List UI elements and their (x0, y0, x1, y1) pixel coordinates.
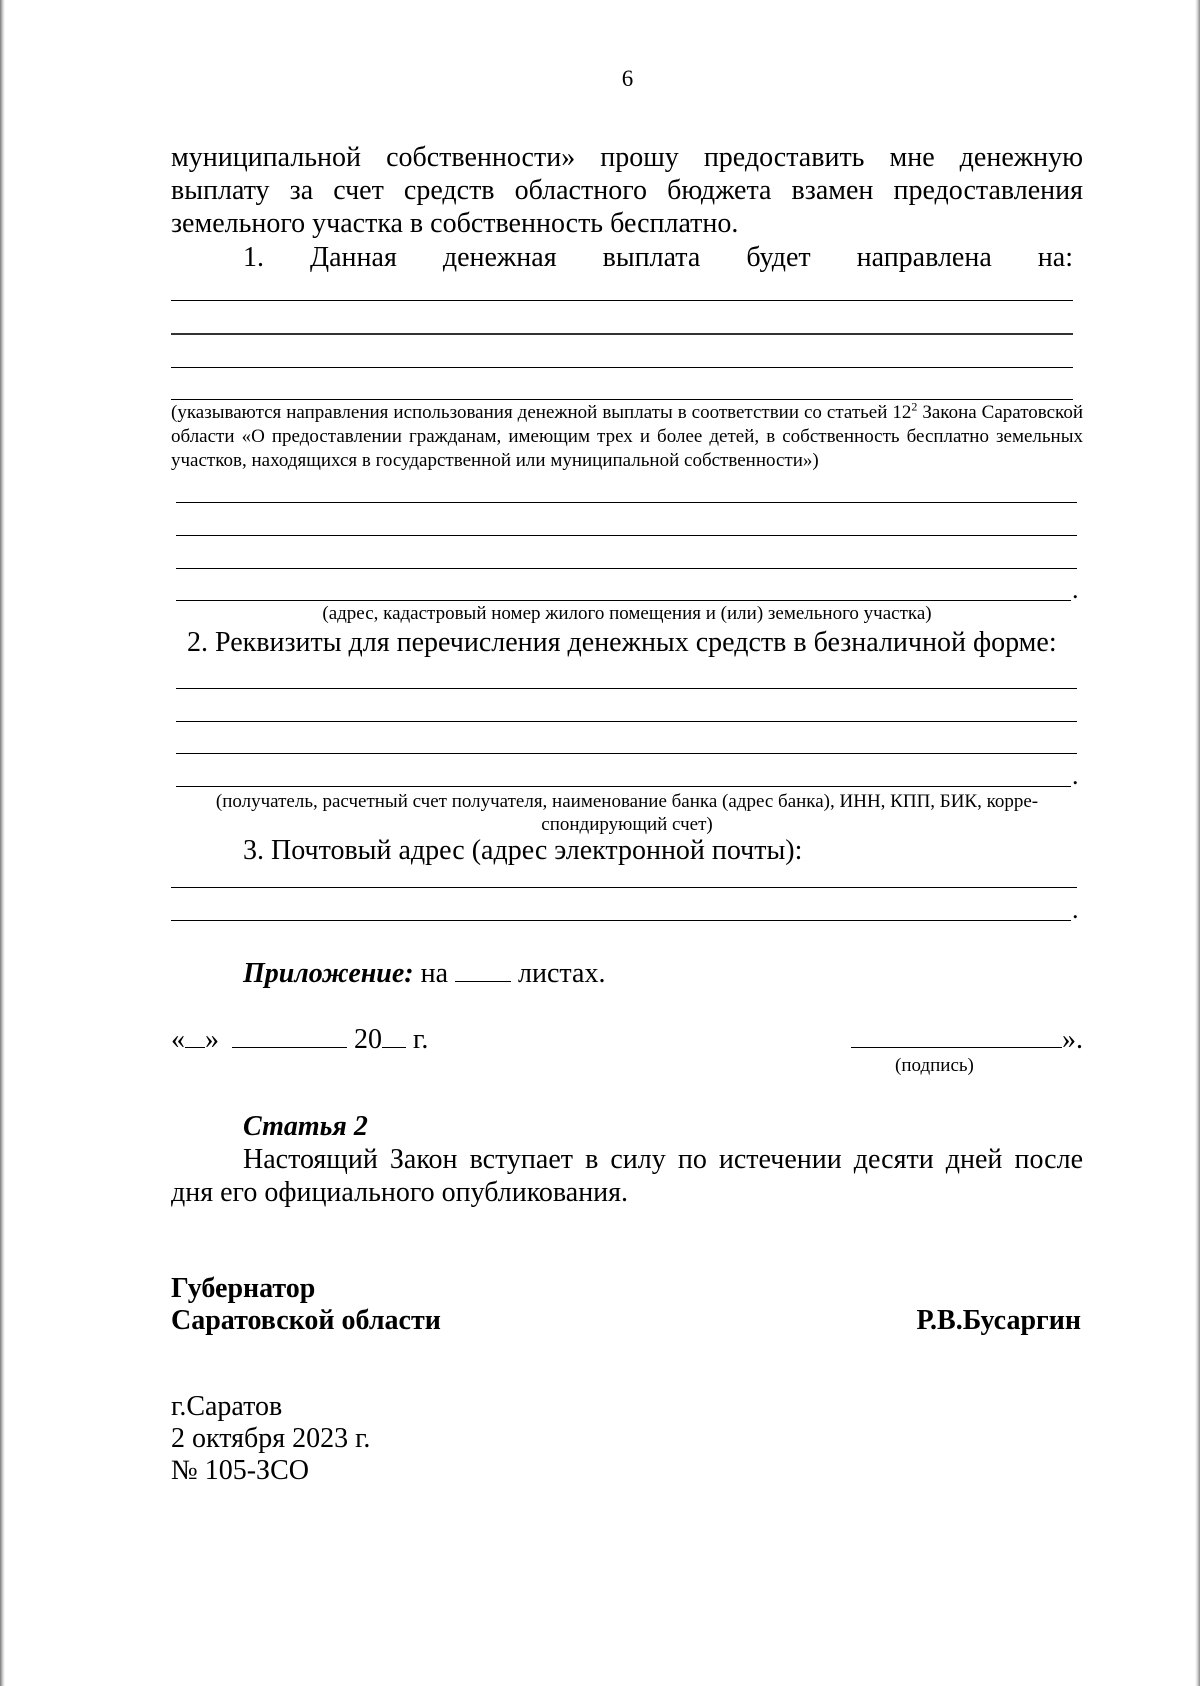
line-end-period: . (1072, 761, 1079, 790)
item-1-number: 1. (243, 242, 264, 273)
signature-line (851, 1023, 1083, 1056)
fill-line[interactable] (176, 568, 1077, 569)
intro-paragraph: муниципальной собственности» прошу предоставить мне денежную выплату за счет средств областного бюджета взамен предоставления земельного участка в собственность бесплатно. (171, 142, 1083, 239)
fill-line[interactable] (176, 786, 1071, 787)
date-open-quote: « (171, 1024, 185, 1055)
fill-line[interactable] (171, 367, 1073, 368)
line-end-period: . (1072, 575, 1079, 604)
signatory-title-line1: Губернатор (171, 1273, 316, 1304)
signature-field[interactable] (851, 1023, 1062, 1048)
note-address: (адрес, кадастровый номер жилого помещения и (или) земельного участка) (322, 603, 932, 624)
article-text-line2: дня его официального опубликования. (171, 1177, 629, 1208)
fill-line[interactable] (171, 887, 1077, 888)
footer-city: г.Саратов (171, 1391, 283, 1422)
fill-line[interactable] (176, 688, 1077, 689)
day-field[interactable] (185, 1023, 205, 1048)
date-line (171, 1023, 428, 1056)
fill-line[interactable] (176, 753, 1077, 754)
year-prefix: 20 (354, 1024, 382, 1055)
fill-line[interactable] (171, 399, 1073, 400)
fill-line[interactable] (176, 535, 1077, 536)
article-text-line1: Настоящий Закон вступает в силу по истечении десяти дней после (243, 1144, 1083, 1175)
attachment-label: Приложение: (243, 958, 414, 989)
attachment-line (243, 957, 605, 990)
footer-number: № 105-ЗСО (171, 1455, 309, 1486)
footer-date: 2 октября 2023 г. (171, 1423, 371, 1454)
note-text: Закона Саратовской области «О предоставлении гражданам, имеющим трех и более детей, в собственность бесплатно земельных участков, находящихся в государственной или муниципальной собственности») (171, 402, 1083, 471)
year-field[interactable] (382, 1023, 406, 1048)
fill-line[interactable] (171, 920, 1071, 921)
note-bank-details-line1: (получатель, расчетный счет получателя, наименование банка (адрес банка), ИНН, КПП, БИК, корре- (215, 791, 1039, 812)
item-1-word: денежная (442, 242, 557, 273)
fill-line[interactable] (176, 502, 1077, 503)
item-1-word: будет (746, 242, 811, 273)
scan-edge-left (0, 0, 5, 1686)
item-1-line (171, 241, 1073, 274)
item-1-word: направлена (856, 242, 992, 273)
attachment-sheets: листах. (518, 958, 606, 989)
signature-caption: (подпись) (895, 1055, 974, 1076)
note-superscript: 2 (911, 399, 918, 414)
note-bank-details-line2: спондирующий счет) (541, 814, 713, 835)
fill-line[interactable] (171, 300, 1073, 301)
item-2-heading: 2. Реквизиты для перечисления денежных средств в безналичной форме: (187, 627, 1057, 658)
sheet-count-field[interactable] (455, 957, 511, 982)
fill-line[interactable] (171, 333, 1073, 335)
item-3-heading: 3. Почтовый адрес (адрес электронной почты): (243, 835, 803, 866)
signatory-title-line2: Саратовской области (171, 1305, 441, 1336)
note-text: (указываются направления использования денежной выплаты в соответствии со статьей 12 (171, 402, 912, 423)
attachment-on: на (420, 958, 449, 989)
month-field[interactable] (232, 1023, 347, 1048)
item-1-word: выплата (602, 242, 701, 273)
article-heading: Статья 2 (243, 1111, 368, 1142)
scan-edge-right (1195, 0, 1200, 1686)
note-usage-directions (171, 401, 1083, 473)
item-1-word: на: (1037, 242, 1073, 273)
year-suffix: г. (413, 1024, 429, 1055)
fill-line[interactable] (176, 600, 1071, 601)
line-end-period: . (1072, 895, 1079, 924)
date-close-quote: » (205, 1024, 219, 1055)
fill-line[interactable] (176, 721, 1077, 722)
signature-close-quote: ». (1062, 1024, 1083, 1055)
item-1-word: Данная (310, 242, 397, 273)
signatory-name: Р.В.Бусаргин (916, 1305, 1081, 1336)
page-number: 6 (621, 66, 634, 91)
